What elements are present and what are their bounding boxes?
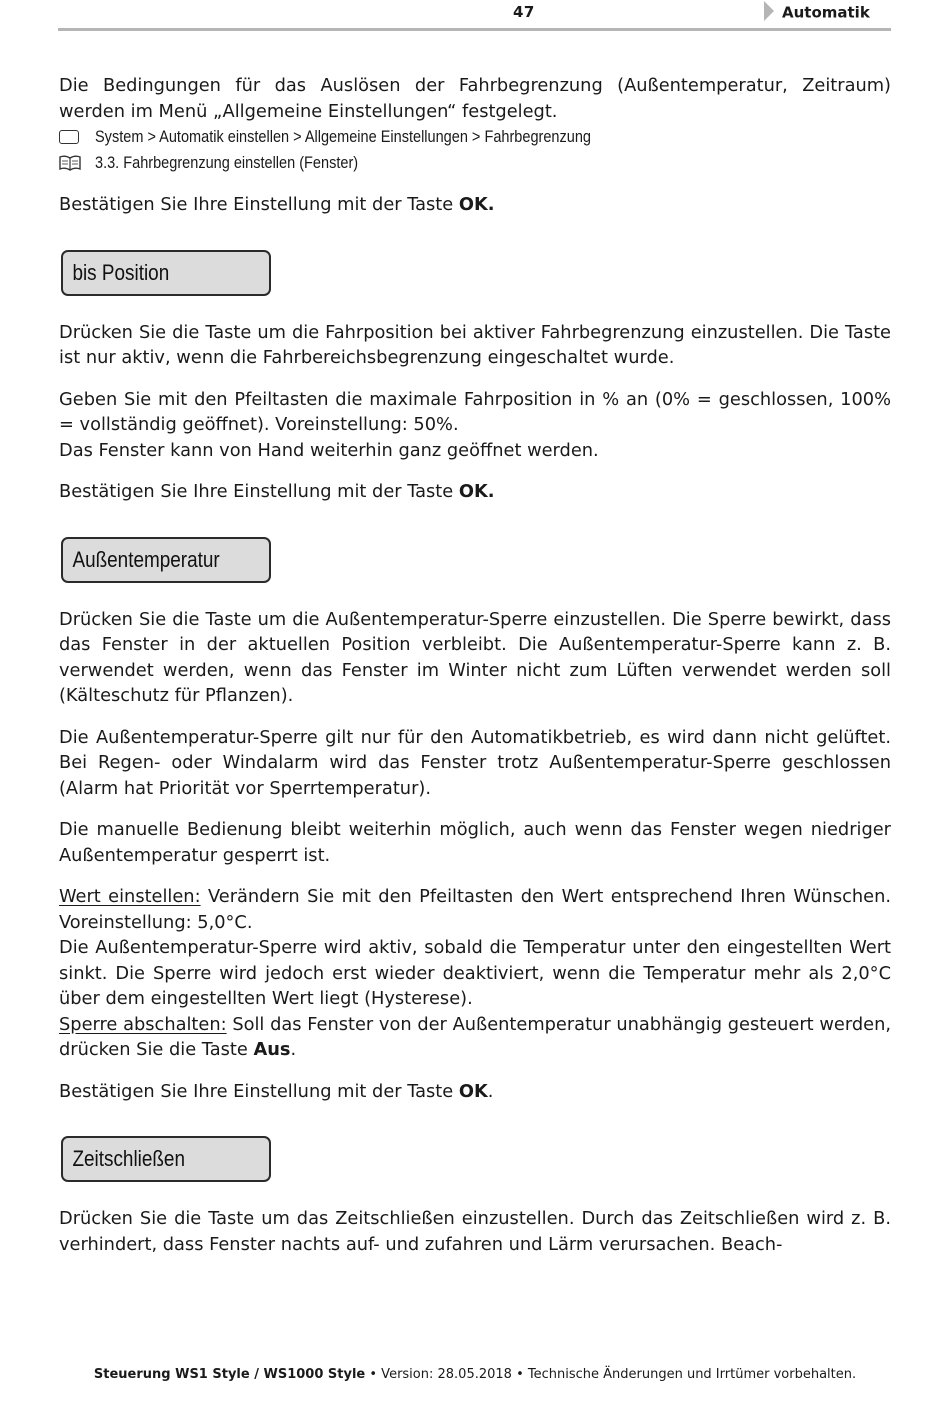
- temp-paragraph-3: Die manuelle Bedienung bleibt weiterhin möglich, auch wenn das Fenster wegen niedriger Außentemperatur gesperrt ist.: [59, 819, 891, 866]
- section-title: Automatik: [782, 3, 870, 22]
- position-paragraph-2: Geben Sie mit den Pfeiltasten die maximale Fahrposition in % an (0% = geschlossen, 100% = vollständig geöffnet). Voreinstellung: 50%. Das Fenster kann von Hand weiterhin ganz geöffnet werden.: [59, 388, 891, 461]
- temp-settings-paragraph: Wert einstellen: Verändern Sie mit den Pfeiltasten den Wert entsprechend Ihren Wünschen. Voreinstellung: 5,0°C. Die Außentemperatur-Sperre wird aktiv, sobald die Temperatur unter den eingestellten Wert sinkt. Die Sperre wird jedoch erst wieder deaktiviert, wenn die Temperatur mehr als 2,0°C über dem eingestellten Wert liegt (Hysterese). Sperre abschalten: Soll das Fenster von der Außentemperatur unabhängig gesteuert werden, drücken Sie die Taste Aus.: [59, 886, 891, 1060]
- confirm-paragraph: Bestätigen Sie Ihre Einstellung mit der Taste OK.: [59, 1080, 494, 1102]
- ok-key: OK.: [458, 194, 495, 215]
- confirm-paragraph: Bestätigen Sie Ihre Einstellung mit der Taste OK.: [59, 481, 495, 502]
- ok-key: OK.: [458, 481, 495, 502]
- ok-key: OK: [458, 1080, 488, 1102]
- aus-key: Aus: [253, 1039, 291, 1060]
- disable-lock-label: Sperre abschalten:: [59, 1013, 227, 1035]
- book-icon: [59, 155, 81, 171]
- menu-path-line: [59, 124, 891, 150]
- manual-reference: 3.3. Fahrbegrenzung einstellen (Fenster): [95, 153, 359, 172]
- section-tag: [764, 3, 891, 23]
- close-paragraph-1: Drücken Sie die Taste um das Zeitschließen einzustellen. Durch das Zeitschließen wird z. B. verhindert, dass Fenster nachts auf- und zufahren und Lärm verursachen. Beach-: [59, 1208, 891, 1255]
- aussentemperatur-button[interactable]: Außentemperatur: [61, 537, 271, 583]
- page-header: [58, 0, 891, 31]
- product-name: Steuerung WS1 Style / WS1000 Style: [93, 1367, 366, 1382]
- page-number: 47: [513, 3, 535, 21]
- temp-paragraph-2: Die Außentemperatur-Sperre gilt nur für den Automatikbetrieb, es wird dann nicht gelüftet. Bei Regen- oder Windalarm wird das Fenster trotz Außentemperatur-Sperre geschlossen (Alarm hat Priorität vor Sperrtemperatur).: [59, 726, 891, 799]
- manual-ref-line: [59, 150, 891, 176]
- intro-paragraph: Die Bedingungen für das Auslösen der Fahrbegrenzung (Außentemperatur, Zeitraum) werden im Menü „Allgemeine Einstellungen“ festgelegt.: [59, 75, 891, 122]
- screen-icon: [59, 130, 79, 144]
- page-footer: [0, 1367, 950, 1382]
- menu-path: System > Automatik einstellen > Allgemeine Einstellungen > Fahrbegrenzung: [95, 127, 592, 146]
- position-paragraph-1: Drücken Sie die Taste um die Fahrposition bei aktiver Fahrbegrenzung einzustellen. Die Taste ist nur aktiv, wenn die Fahrbereichsbegrenzung eingeschaltet wurde.: [59, 321, 891, 368]
- page-content: [59, 73, 891, 1273]
- set-value-label: Wert einstellen:: [59, 886, 201, 907]
- footer-note: • Version: 28.05.2018 • Technische Änderungen und Irrtümer vorbehalten.: [365, 1367, 857, 1382]
- triangle-marker-icon: [764, 1, 774, 21]
- confirm-paragraph: Bestätigen Sie Ihre Einstellung mit der Taste OK.: [59, 194, 495, 215]
- temp-paragraph-1: Drücken Sie die Taste um die Außentemperatur-Sperre einzustellen. Die Sperre bewirkt, dass das Fenster in der aktuellen Position verbleibt. Die Außentemperatur-Sperre kann z. B. verwendet werden, wenn das Fenster im Winter nicht zum Lüften verwendet werden soll (Kälteschutz für Pflanzen).: [59, 608, 891, 706]
- bis-position-button[interactable]: bis Position: [61, 250, 271, 296]
- zeitschliessen-button[interactable]: Zeitschließen: [61, 1136, 271, 1182]
